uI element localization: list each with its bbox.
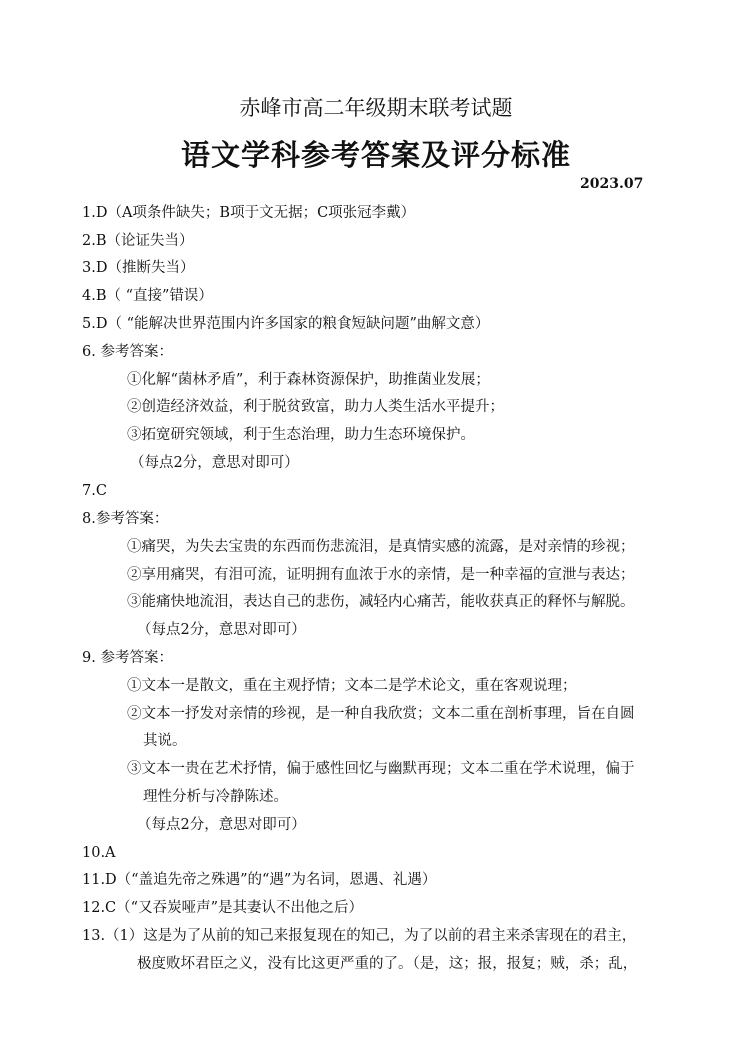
answer-line-11: 11.D（“盖追先帝之殊遇”的“遇”为名词，恩遇、礼遇）	[82, 872, 437, 888]
answer-6-point-1: ①化解“菌林矛盾”，利于森林资源保护，助推菌业发展；	[127, 372, 490, 388]
answer-line-6: 6. 参考答案：	[82, 344, 173, 360]
answer-8-point-2: ②享用痛哭，有泪可流，证明拥有血浓于水的亲情，是一种幸福的宣泄与表达；	[127, 567, 635, 583]
answer-line-5: 5.D（ “能解决世界范围内许多国家的粮食短缺问题”曲解文意）	[82, 316, 490, 332]
answer-6-scoring: （每点2分，意思对即可）	[130, 455, 299, 471]
answer-line-3: 3.D（推断失当）	[82, 260, 195, 276]
document-subtitle: 语文学科参考答案及评分标准	[180, 138, 571, 172]
answer-9-point-2-cont: 其说。	[143, 733, 187, 749]
answer-9-point-2: ②文本一抒发对亲情的珍视，是一种自我欣赏；文本二重在剖析事理，旨在自圆	[127, 706, 635, 722]
answer-9-scoring: （每点2分，意思对即可）	[137, 817, 306, 833]
answer-9-point-3: ③文本一贵在艺术抒情，偏于感性回忆与幽默再现；文本二重在学术说理，偏于	[127, 761, 635, 777]
answer-9-point-1: ①文本一是散文，重在主观抒情；文本二是学术论文，重在客观说理；	[127, 678, 577, 694]
answer-line-2: 2.B（论证失当）	[82, 233, 194, 249]
answer-8-scoring: （每点2分，意思对即可）	[137, 622, 306, 638]
answer-8-point-1: ①痛哭，为失去宝贵的东西而伤悲流泪，是真情实感的流露，是对亲情的珍视；	[127, 539, 635, 555]
answer-line-13: 13.（1）这是为了从前的知己来报复现在的知己，为了以前的君主来杀害现在的君主，	[82, 928, 637, 944]
answer-line-1: 1.D（A项条件缺失；B项于文无据；C项张冠李戴）	[82, 205, 416, 221]
answer-9-point-3-cont: 理性分析与冷静陈述。	[143, 789, 288, 805]
answer-line-4: 4.B（ “直接”错误）	[82, 288, 213, 304]
document-date: 2023.07	[580, 176, 644, 192]
answer-6-point-3: ③拓宽研究领域，利于生态治理，助力生态环境保护。	[127, 427, 475, 443]
answer-line-8: 8.参考答案：	[82, 511, 169, 527]
answer-8-point-3: ③能痛快地流泪，表达自己的悲伤，减轻内心痛苦，能收获真正的释怀与解脱。	[127, 594, 635, 610]
answer-6-point-2: ②创造经济效益，利于脱贫致富，助力人类生活水平提升；	[127, 399, 504, 415]
answer-line-9: 9. 参考答案：	[82, 650, 173, 666]
answer-line-12: 12.C（“又吞炭哑声”是其妻认不出他之后）	[82, 900, 363, 916]
answer-13-cont: 极度败坏君臣之义，没有比这更严重的了。（是，这；报，报复；贼，杀；乱，	[137, 956, 638, 972]
exam-title: 赤峰市高二年级期末联考试题	[239, 96, 513, 120]
answer-line-10: 10.A	[82, 845, 116, 861]
answer-line-7: 7.C	[82, 483, 107, 499]
